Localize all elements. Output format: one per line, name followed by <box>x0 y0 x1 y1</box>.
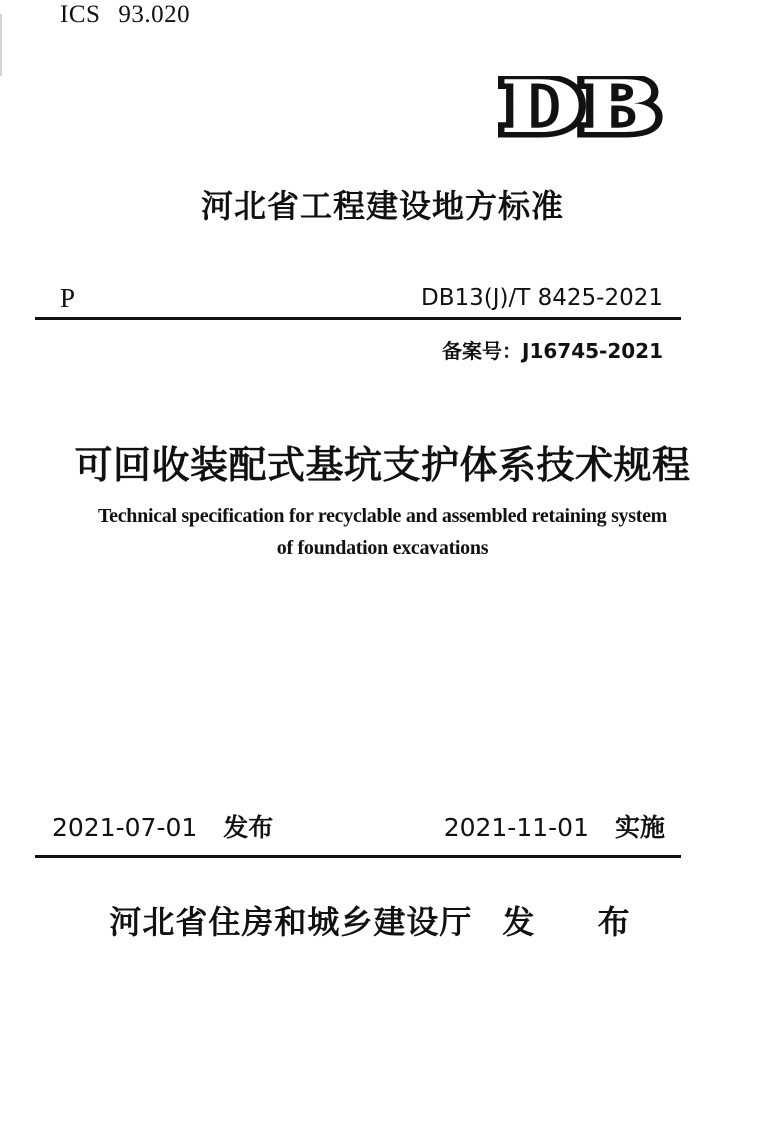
classification-letter: P <box>60 283 76 313</box>
implement-date: 2021-11-01 <box>443 813 589 842</box>
publish-date: 2021-07-01 <box>52 813 198 842</box>
publisher-name: 河北省住房和城乡建设厅 <box>109 903 473 941</box>
standard-number: DB13(J)/T 8425-2021 <box>421 285 663 311</box>
ics-label: ICS <box>60 1 101 28</box>
top-divider <box>35 317 681 320</box>
publisher-line <box>0 898 765 946</box>
ics-code: 93.020 <box>118 1 191 28</box>
implement-date-row <box>444 810 665 846</box>
publish-date-row <box>52 810 273 846</box>
implement-label: 实施 <box>614 813 665 842</box>
scan-edge-mark <box>0 14 2 76</box>
publisher-action: 发 布 <box>502 903 656 941</box>
record-number: 备案号：J16745-2021 <box>442 339 663 363</box>
db-logo-text: DB <box>500 76 658 140</box>
bottom-divider <box>35 855 681 858</box>
document-title-en-line2: of foundation excavations <box>276 537 489 559</box>
document-title-cn: 可回收装配式基坑支护体系技术规程 <box>74 442 691 487</box>
publish-label: 发布 <box>223 813 274 842</box>
db-logo <box>498 76 663 140</box>
issuer-standard-title: 河北省工程建设地方标准 <box>200 187 564 225</box>
document-title-en-line1: Technical specification for recyclable and assembled retaining system <box>97 505 668 527</box>
ics-code-line <box>60 0 190 30</box>
